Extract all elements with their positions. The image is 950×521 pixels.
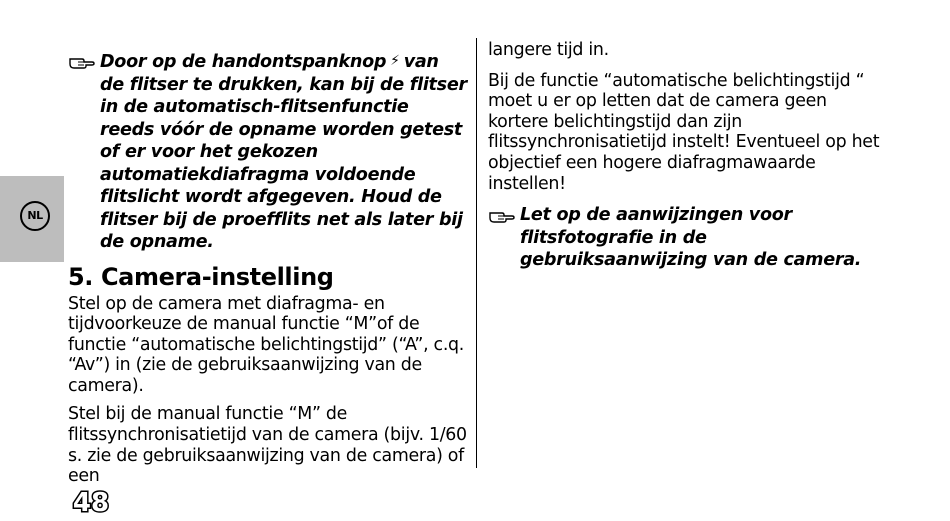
pointing-hand-icon [68,53,96,71]
language-badge: NL [20,201,50,231]
note-text-before: Door op de handontspanknop [100,52,387,72]
note-test-flash [68,50,468,254]
paragraph: Stel bij de manual functie “M” de flitssynchronisatietijd van de camera (bijv. 1/60 s. zie de gebruiksaanwijzing van de camera) of een [68,404,467,487]
column-divider [476,38,477,468]
left-column [68,50,468,495]
note-text-after: van de flitser te drukken, kan bij de flitser in de automatisch-flitsenfunctie reeds vóór de opname worden getest of er voor het gekozen automatiekdiafragma voldoende flitslicht wordt afgegeven. Houd de flitser bij de proefflits net als later bij de opname. [100,52,467,252]
note-flash-photography [488,204,888,272]
right-column [488,40,888,272]
note-text: Let op de aanwijzingen voor flitsfotografie in de gebruiksaanwijzing van de camera. [520,205,862,271]
paragraph: Stel op de camera met diafragma- en tijdvoorkeuze de manual functie “M”of de functie “automatische belichtingstijd” (“A”, c.q. “Av”) in (zie de gebruiksaanwijzing van de camera). [68,293,465,396]
flash-bolt-icon: ⚡ [390,53,400,69]
section-title: 5. Camera-instelling [68,262,334,291]
paragraph: Bij de functie “automatische belichtingstijd “ moet u er op letten dat de camera geen kortere belichtingstijd dan zijn flitssynchronisatietijd instelt! Eventueel op het objectief een hogere diafragmawaarde instellen! [488,70,880,194]
page-number-text: 48 [72,488,110,518]
pointing-hand-icon [488,207,516,225]
page-number [72,484,110,518]
paragraph: langere tijd in. [488,40,609,60]
